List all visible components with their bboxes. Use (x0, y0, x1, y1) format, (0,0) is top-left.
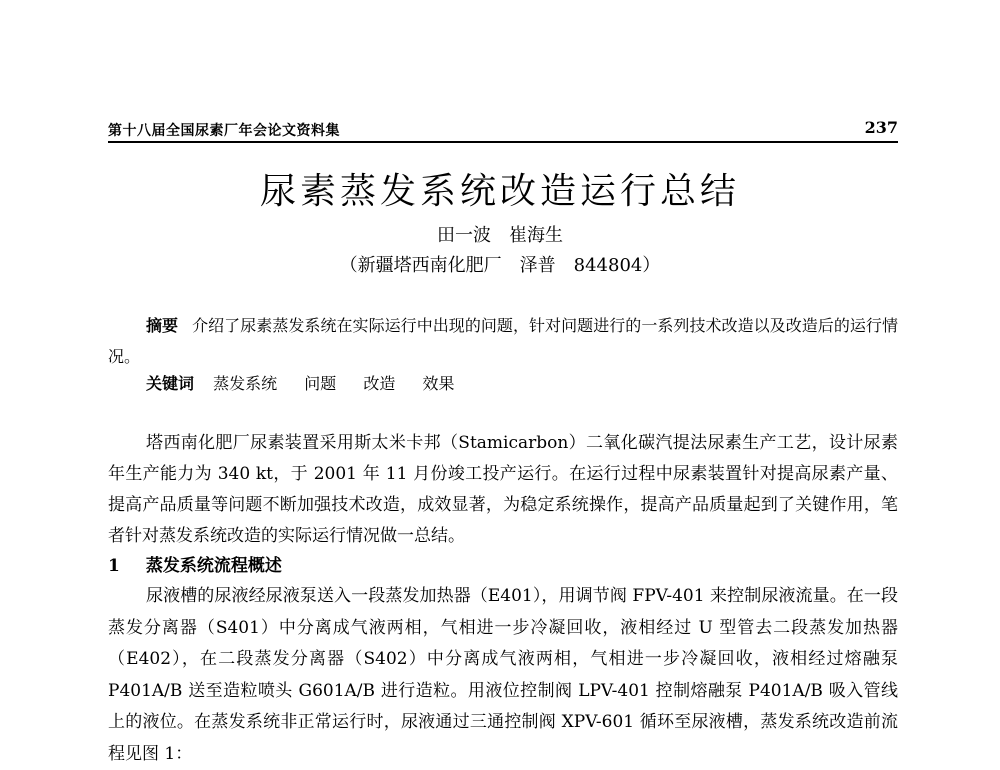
page-number: 237 (864, 118, 898, 137)
paper-title: 尿素蒸发系统改造运行总结 (259, 171, 740, 212)
intro-paragraph: 塔西南化肥厂尿素装置采用斯太米卡邦（Stamicarbon）二氧化碳汽提法尿素生产工艺，设计尿素年生产能力为 340 kt，于 2001 年 11 月份竣工投产运行。在运行过程中尿素装置针对提高尿素产量、提高产品质量等问题不断加强技术改造，成效显著，为稳定系统操作，提高产品质量起到了关键作用，笔者针对蒸发系统改造的实际运行情况做一总结。 (108, 433, 898, 546)
running-header (108, 118, 898, 142)
keywords (146, 372, 898, 396)
keyword-item: 改造 (363, 374, 396, 393)
abstract (108, 310, 898, 372)
keyword-item: 效果 (422, 374, 455, 393)
authors: 田一波 崔海生 (437, 225, 563, 246)
section-paragraph: 尿液槽的尿液经尿液泵送入一段蒸发加热器（E401），用调节阀 FPV-401 来控制尿液流量。在一段蒸发分离器（S401）中分离成气液两相，气相进一步冷凝回收，液相经过 U 型管去二段蒸发加热器（E402），在二段蒸发分离器（S402）中分离成气液两相，气相进一步冷凝回收，液相经过熔融泵 P401A/B 送至造粒喷头 G601A/B 进行造粒。用液位控制阀 LPV-401 控制熔融泵 P401A/B 吸入管线上的液位。在蒸发系统非正常运行时，尿液通过三通控制阀 XPV-601 循环至尿液槽，蒸发系统改造前流程见图 1： (108, 586, 898, 764)
section-title: 蒸发系统流程概述 (145, 556, 282, 576)
abstract-label: 摘要 (146, 316, 179, 335)
keywords-label: 关键词 (146, 374, 195, 393)
section-number: 1 (108, 556, 120, 576)
abstract-text: 介绍了尿素蒸发系统在实际运行中出现的问题，针对问题进行的一系列技术改造以及改造后的运行情况。 (108, 316, 898, 366)
keyword-item: 问题 (304, 374, 337, 393)
header-rule (108, 141, 898, 143)
journal-name: 第十八届全国尿素厂年会论文资料集 (108, 123, 340, 139)
keyword-item: 蒸发系统 (213, 374, 278, 393)
section-heading (108, 551, 282, 576)
affiliation: （新疆塔西南化肥厂 泽普 844804） (339, 255, 661, 276)
